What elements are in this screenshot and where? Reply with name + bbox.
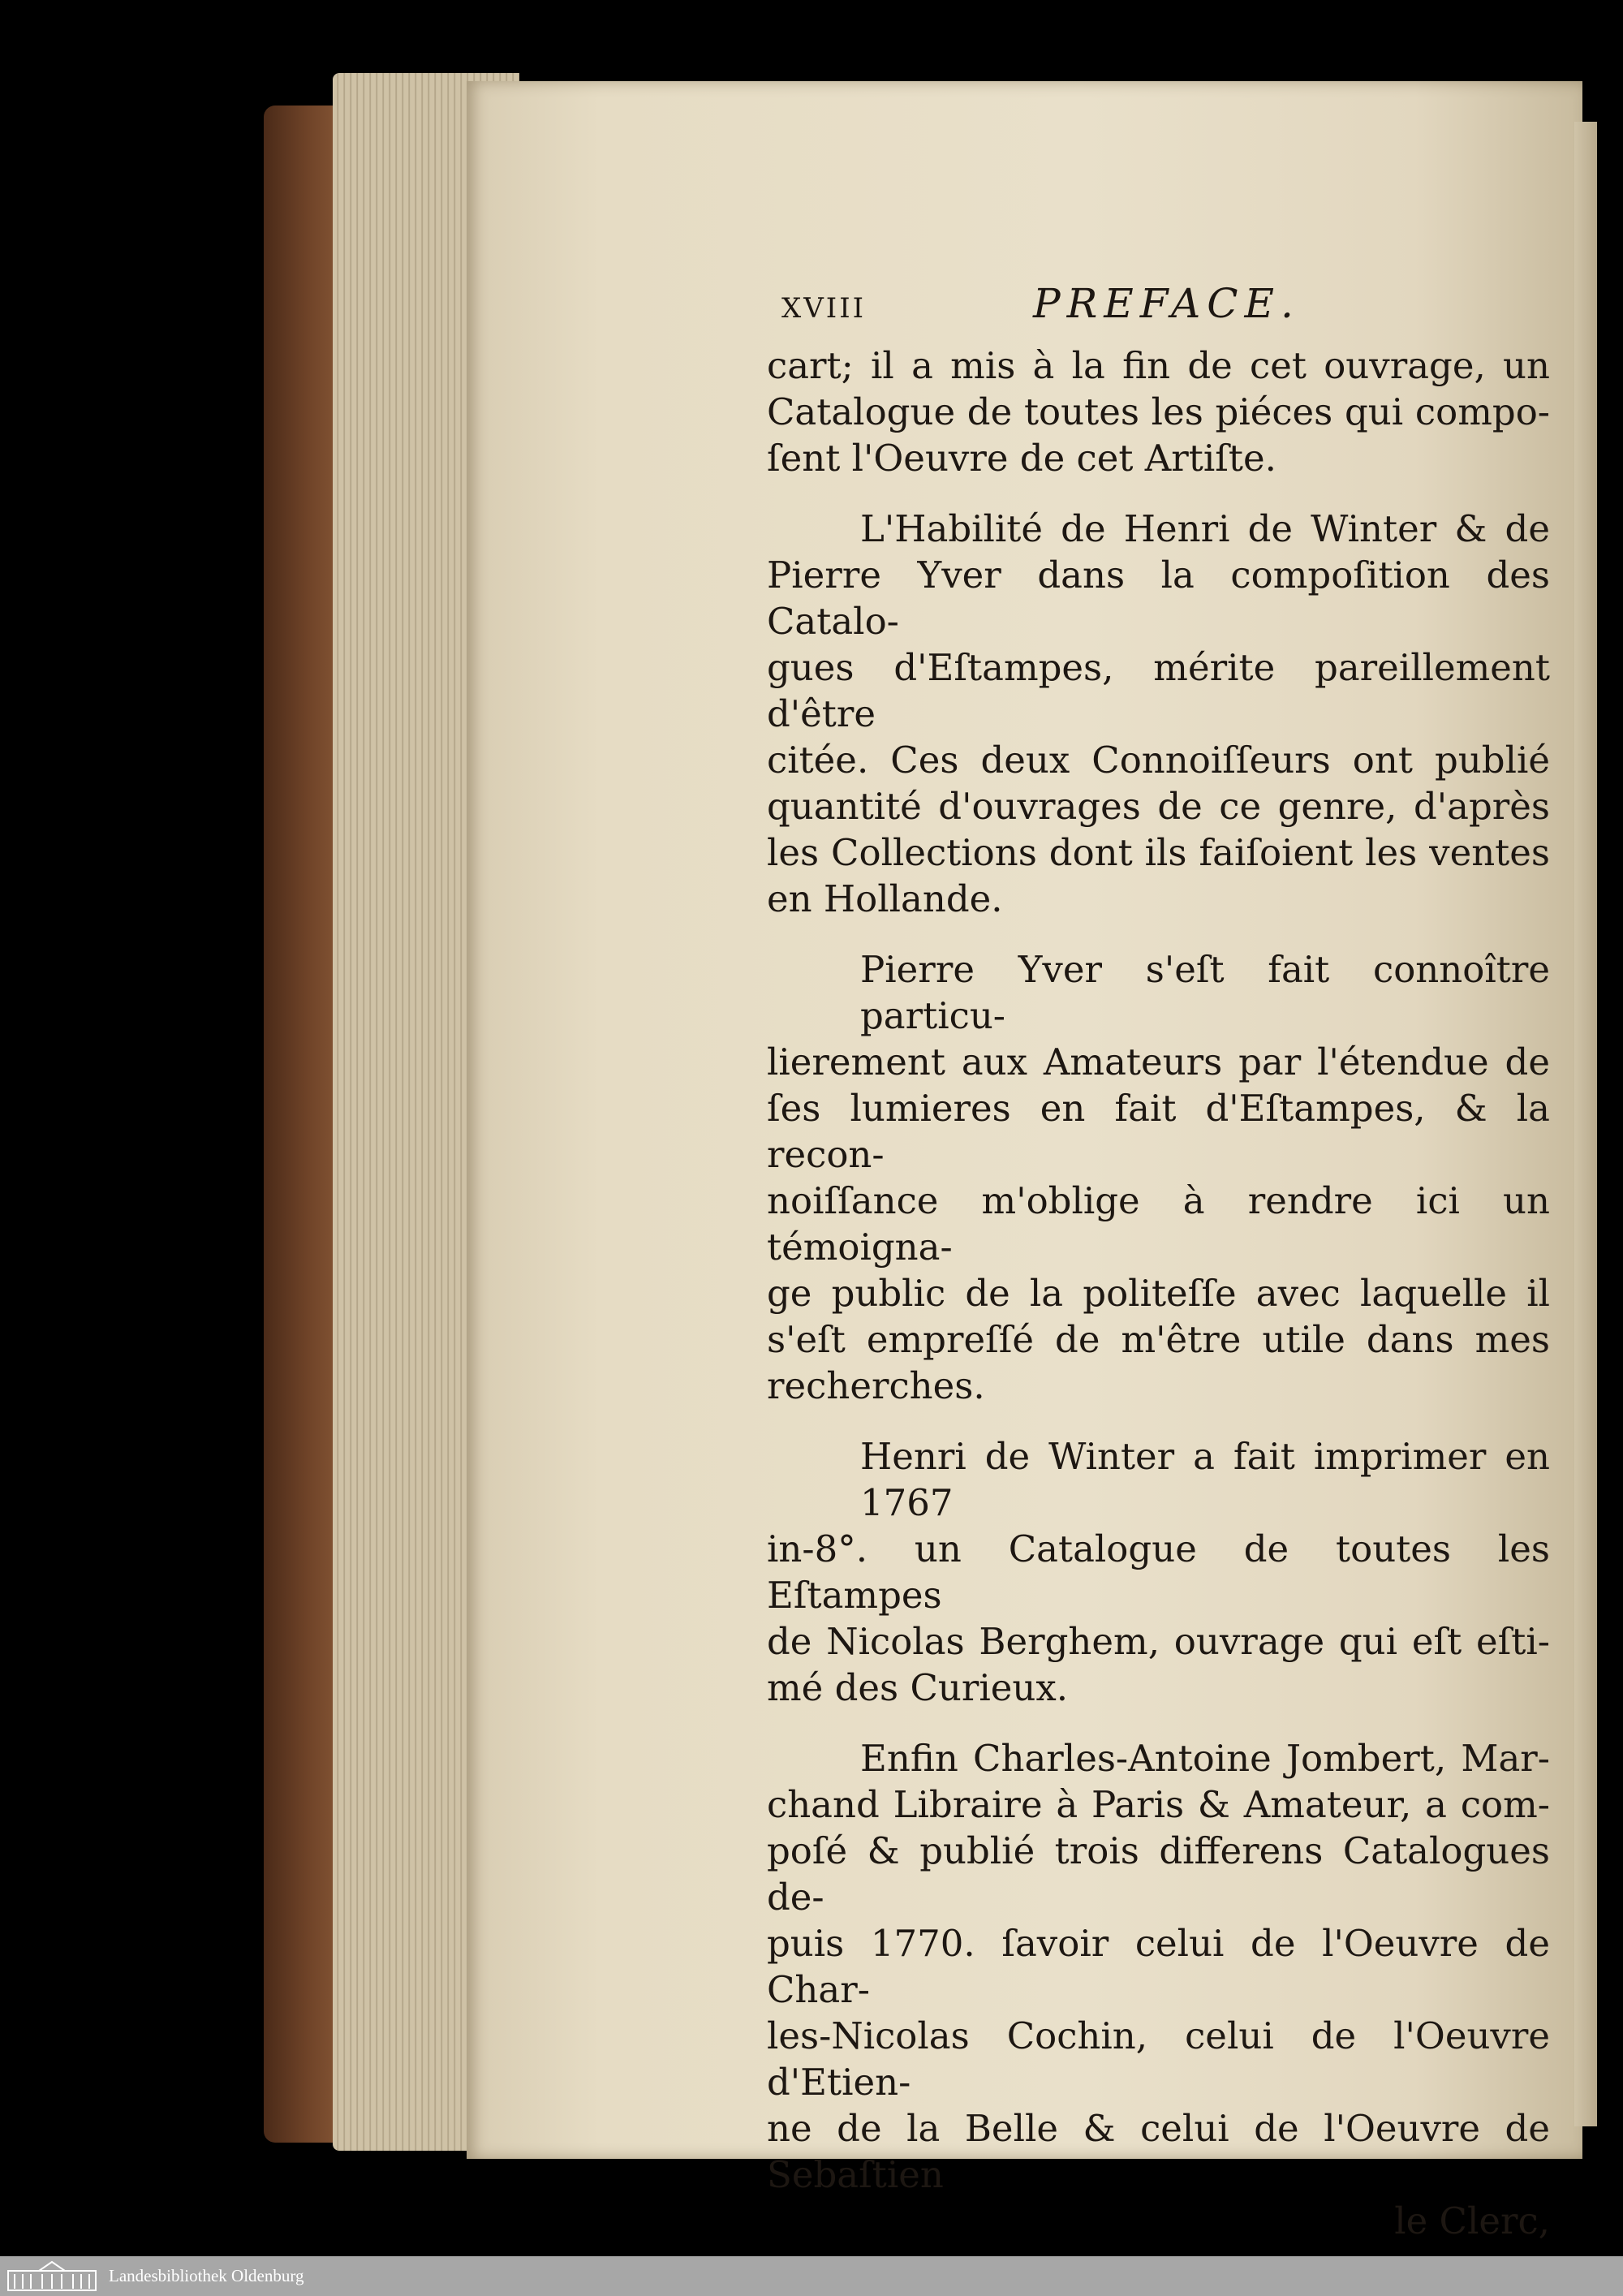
text-line: L'Habilité de Henri de Winter & de [860, 507, 1550, 550]
text-line: de Nicolas Berghem, ouvrage qui eſt eſti- [767, 1620, 1550, 1663]
text-line: puis 1770. ſavoir celui de l'Oeuvre de Char- [767, 1922, 1550, 2011]
library-building-icon [6, 2259, 97, 2292]
text-line: ſent l'Oeuvre de cet Artiſte. [767, 437, 1276, 480]
text-line: les-Nicolas Cochin, celui de l'Oeuvre d'Etien- [767, 2014, 1550, 2104]
text-line: chand Libraire à Paris & Amateur, a com- [767, 1783, 1550, 1826]
text-line: les Collections dont ils faiſoient les ventes [767, 831, 1550, 874]
text-line: quantité d'ouvrages de ce genre, d'après [767, 785, 1550, 828]
text-line: Pierre Yver s'eſt fait connoître particu- [860, 948, 1550, 1037]
library-name: Landesbibliothek Oldenburg [109, 2266, 304, 2285]
text-line: Catalogue de toutes les piéces qui compo- [767, 390, 1550, 433]
text-line: Pierre Yver dans la compoſition des Catalo- [767, 554, 1550, 643]
text-line: en Hollande. [767, 877, 1003, 920]
footer-bar [0, 2256, 1623, 2296]
text-line: cart; il a mis à la fin de cet ouvrage, un [767, 344, 1550, 387]
text-line: citée. Ces deux Connoiſſeurs ont publié [767, 739, 1550, 782]
facing-page-edge [1574, 122, 1597, 2126]
text-line: noiſſance m'oblige à rendre ici un témoigna- [767, 1179, 1550, 1269]
text-line: lierement aux Amateurs par l'étendue de [767, 1040, 1550, 1083]
text-line: ne de la Belle & celui de l'Oeuvre de Sebaſtien [767, 2107, 1550, 2196]
paragraph-3 [767, 946, 1550, 1409]
text-line: poſé & publié trois differens Catalogues de- [767, 1829, 1550, 1919]
paragraph-5 [767, 1735, 1550, 2244]
text-line: s'eſt empreſſé de m'être utile dans mes [767, 1318, 1550, 1361]
text-line: Henri de Winter a fait imprimer en 1767 [860, 1435, 1550, 1524]
text-line: ge public de la politeſſe avec laquelle il [767, 1272, 1550, 1315]
folio: XVIII [781, 292, 867, 325]
paragraph-2 [767, 506, 1550, 922]
text-line: gues d'Eſtampes, mérite pareillement d'être [767, 646, 1550, 735]
paragraph-4 [767, 1433, 1550, 1711]
page-text [767, 282, 1550, 2256]
text-line: mé des Curieux. [767, 1666, 1069, 1709]
catchword-line: le Clerc, [1394, 2199, 1550, 2242]
text-line: ſes lumieres en fait d'Eſtampes, & la recon- [767, 1087, 1550, 1176]
text-line: Enfin Charles-Antoine Jombert, Mar- [860, 1737, 1550, 1780]
paragraph-1 [767, 342, 1550, 481]
text-line: recherches. [767, 1364, 985, 1407]
page-header [767, 282, 1550, 342]
text-line: in-8°. un Catalogue de toutes les Eſtampes [767, 1527, 1550, 1617]
running-head: PREFACE. [1033, 280, 1300, 327]
